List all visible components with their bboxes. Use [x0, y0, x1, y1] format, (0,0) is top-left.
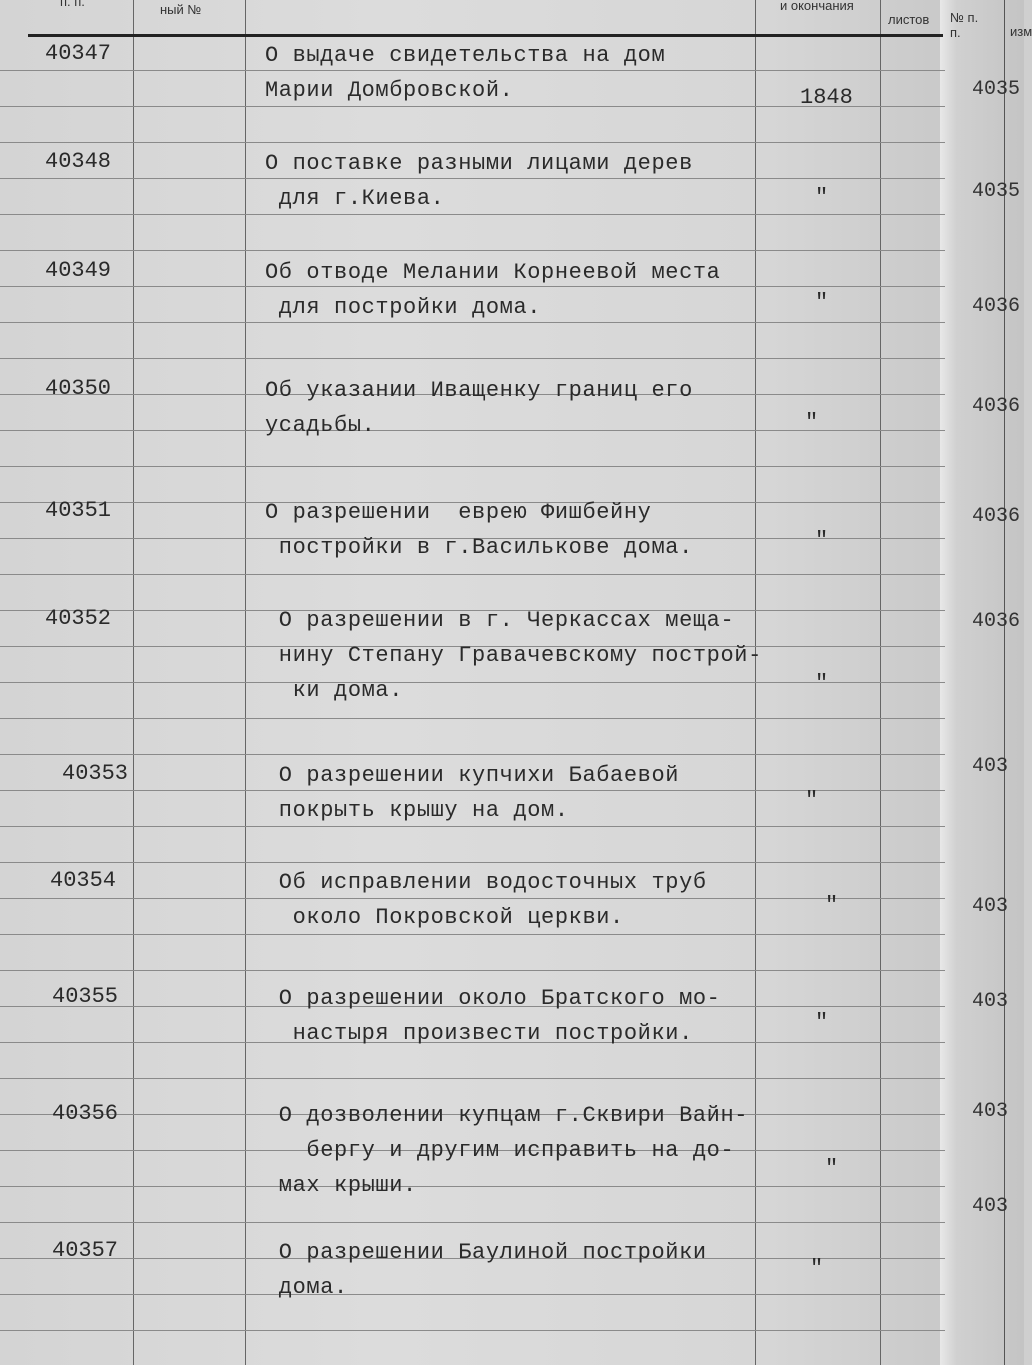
- record-title-line: Об отводе Мелании Корнеевой места: [265, 260, 721, 285]
- record-title-line: для постройки дома.: [265, 295, 542, 320]
- next-page-record-number: 403: [972, 990, 1009, 1013]
- record-title-line: мах крыши.: [265, 1173, 417, 1198]
- ruled-line: [0, 322, 945, 323]
- record-title-line: О разрешении купчихи Бабаевой: [265, 763, 680, 788]
- ruled-line: [0, 178, 945, 179]
- ruled-line: [0, 682, 945, 683]
- record-title-line: бергу и другим исправить на до-: [265, 1138, 735, 1163]
- record-number: 40350: [45, 376, 112, 401]
- ruled-line: [0, 574, 945, 575]
- record-title-line: усадьбы.: [265, 413, 376, 438]
- ruled-line: [0, 286, 945, 287]
- record-date: ": [810, 1256, 824, 1281]
- record-date: ": [815, 1010, 829, 1035]
- ruled-line: [0, 466, 945, 467]
- column-divider: [1004, 0, 1005, 1365]
- ruled-line: [0, 70, 945, 71]
- next-page-record-number: 4036: [972, 610, 1021, 633]
- ruled-line: [0, 718, 945, 719]
- record-title-line: ки дома.: [265, 678, 404, 703]
- record-number: 40348: [45, 149, 112, 174]
- record-title-line: О разрешении Баулиной постройки: [265, 1240, 707, 1265]
- next-page-strip: [940, 0, 1024, 1365]
- record-date: ": [815, 671, 829, 696]
- header-sheets: листов: [888, 12, 930, 27]
- record-date: ": [805, 788, 819, 813]
- next-page-record-number: 4036: [972, 505, 1021, 528]
- next-page-record-number: 4036: [972, 395, 1021, 418]
- next-page-record-number: 4036: [972, 295, 1021, 318]
- record-title-line: Об исправлении водосточных труб: [265, 870, 707, 895]
- ruled-line: [0, 862, 945, 863]
- record-title-line: настыря произвести постройки.: [265, 1021, 693, 1046]
- header-dates: и окончания: [780, 0, 854, 13]
- record-title-line: О дозволении купцам г.Сквири Вайн-: [265, 1103, 749, 1128]
- record-date: ": [805, 410, 819, 435]
- header-number: п. п.: [60, 0, 85, 9]
- ruled-line: [0, 1078, 945, 1079]
- next-page-record-number: 403: [972, 1195, 1009, 1218]
- header-pp: № п. п.: [950, 10, 979, 40]
- next-page-record-number: 403: [972, 895, 1009, 918]
- record-date: ": [825, 893, 839, 918]
- ruled-line: [0, 754, 945, 755]
- record-number: 40357: [52, 1238, 119, 1263]
- record-date: ": [815, 528, 829, 553]
- ruled-line: [0, 142, 945, 143]
- record-number: 40354: [50, 868, 117, 893]
- record-title-line: О выдаче свидетельства на дом: [265, 43, 666, 68]
- record-title-line: нину Степану Гравачевскому построй-: [265, 643, 762, 668]
- ruled-line: [0, 1222, 945, 1223]
- header-changes: изм: [1010, 24, 1032, 39]
- ruled-line: [0, 430, 945, 431]
- record-title-line: покрыть крышу на дом.: [265, 798, 569, 823]
- record-title-line: О разрешении около Братского мо-: [265, 986, 721, 1011]
- ruled-line: [0, 1186, 945, 1187]
- ruled-line: [0, 250, 945, 251]
- record-title-line: Марии Домбровской.: [265, 78, 514, 103]
- record-title-line: Об указании Иващенку границ его: [265, 378, 693, 403]
- record-number: 40347: [45, 41, 112, 66]
- next-page-record-number: 403: [972, 1100, 1009, 1123]
- record-date: ": [815, 290, 829, 315]
- header-rule: [28, 34, 943, 37]
- next-page-record-number: 403: [972, 755, 1009, 778]
- record-date: ": [825, 1156, 839, 1181]
- record-number: 40356: [52, 1101, 119, 1126]
- ruled-line: [0, 934, 945, 935]
- ruled-line: [0, 1330, 945, 1331]
- record-title-line: для г.Киева.: [265, 186, 445, 211]
- record-title-line: постройки в г.Василькове дома.: [265, 535, 693, 560]
- ruled-line: [0, 358, 945, 359]
- ruled-line: [0, 970, 945, 971]
- record-number: 40351: [45, 498, 112, 523]
- ruled-line: [0, 790, 945, 791]
- header-archive: ный №: [160, 2, 202, 17]
- record-title-line: около Покровской церкви.: [265, 905, 624, 930]
- next-page-record-number: 4035: [972, 78, 1021, 101]
- record-date: ": [815, 185, 829, 210]
- record-title-line: дома.: [265, 1275, 348, 1300]
- ruled-line: [0, 1294, 945, 1295]
- record-title-line: О поставке разными лицами дерев: [265, 151, 693, 176]
- next-page-record-number: 4035: [972, 180, 1021, 203]
- record-title-line: О разрешении в г. Черкассах меща-: [265, 608, 735, 633]
- record-number: 40352: [45, 606, 112, 631]
- ruled-line: [0, 826, 945, 827]
- record-number: 40355: [52, 984, 119, 1009]
- record-title-line: О разрешении еврею Фишбейну: [265, 500, 652, 525]
- record-date: 1848: [800, 85, 853, 110]
- ruled-line: [0, 898, 945, 899]
- record-number: 40353: [62, 761, 129, 786]
- ruled-line: [0, 214, 945, 215]
- record-number: 40349: [45, 258, 112, 283]
